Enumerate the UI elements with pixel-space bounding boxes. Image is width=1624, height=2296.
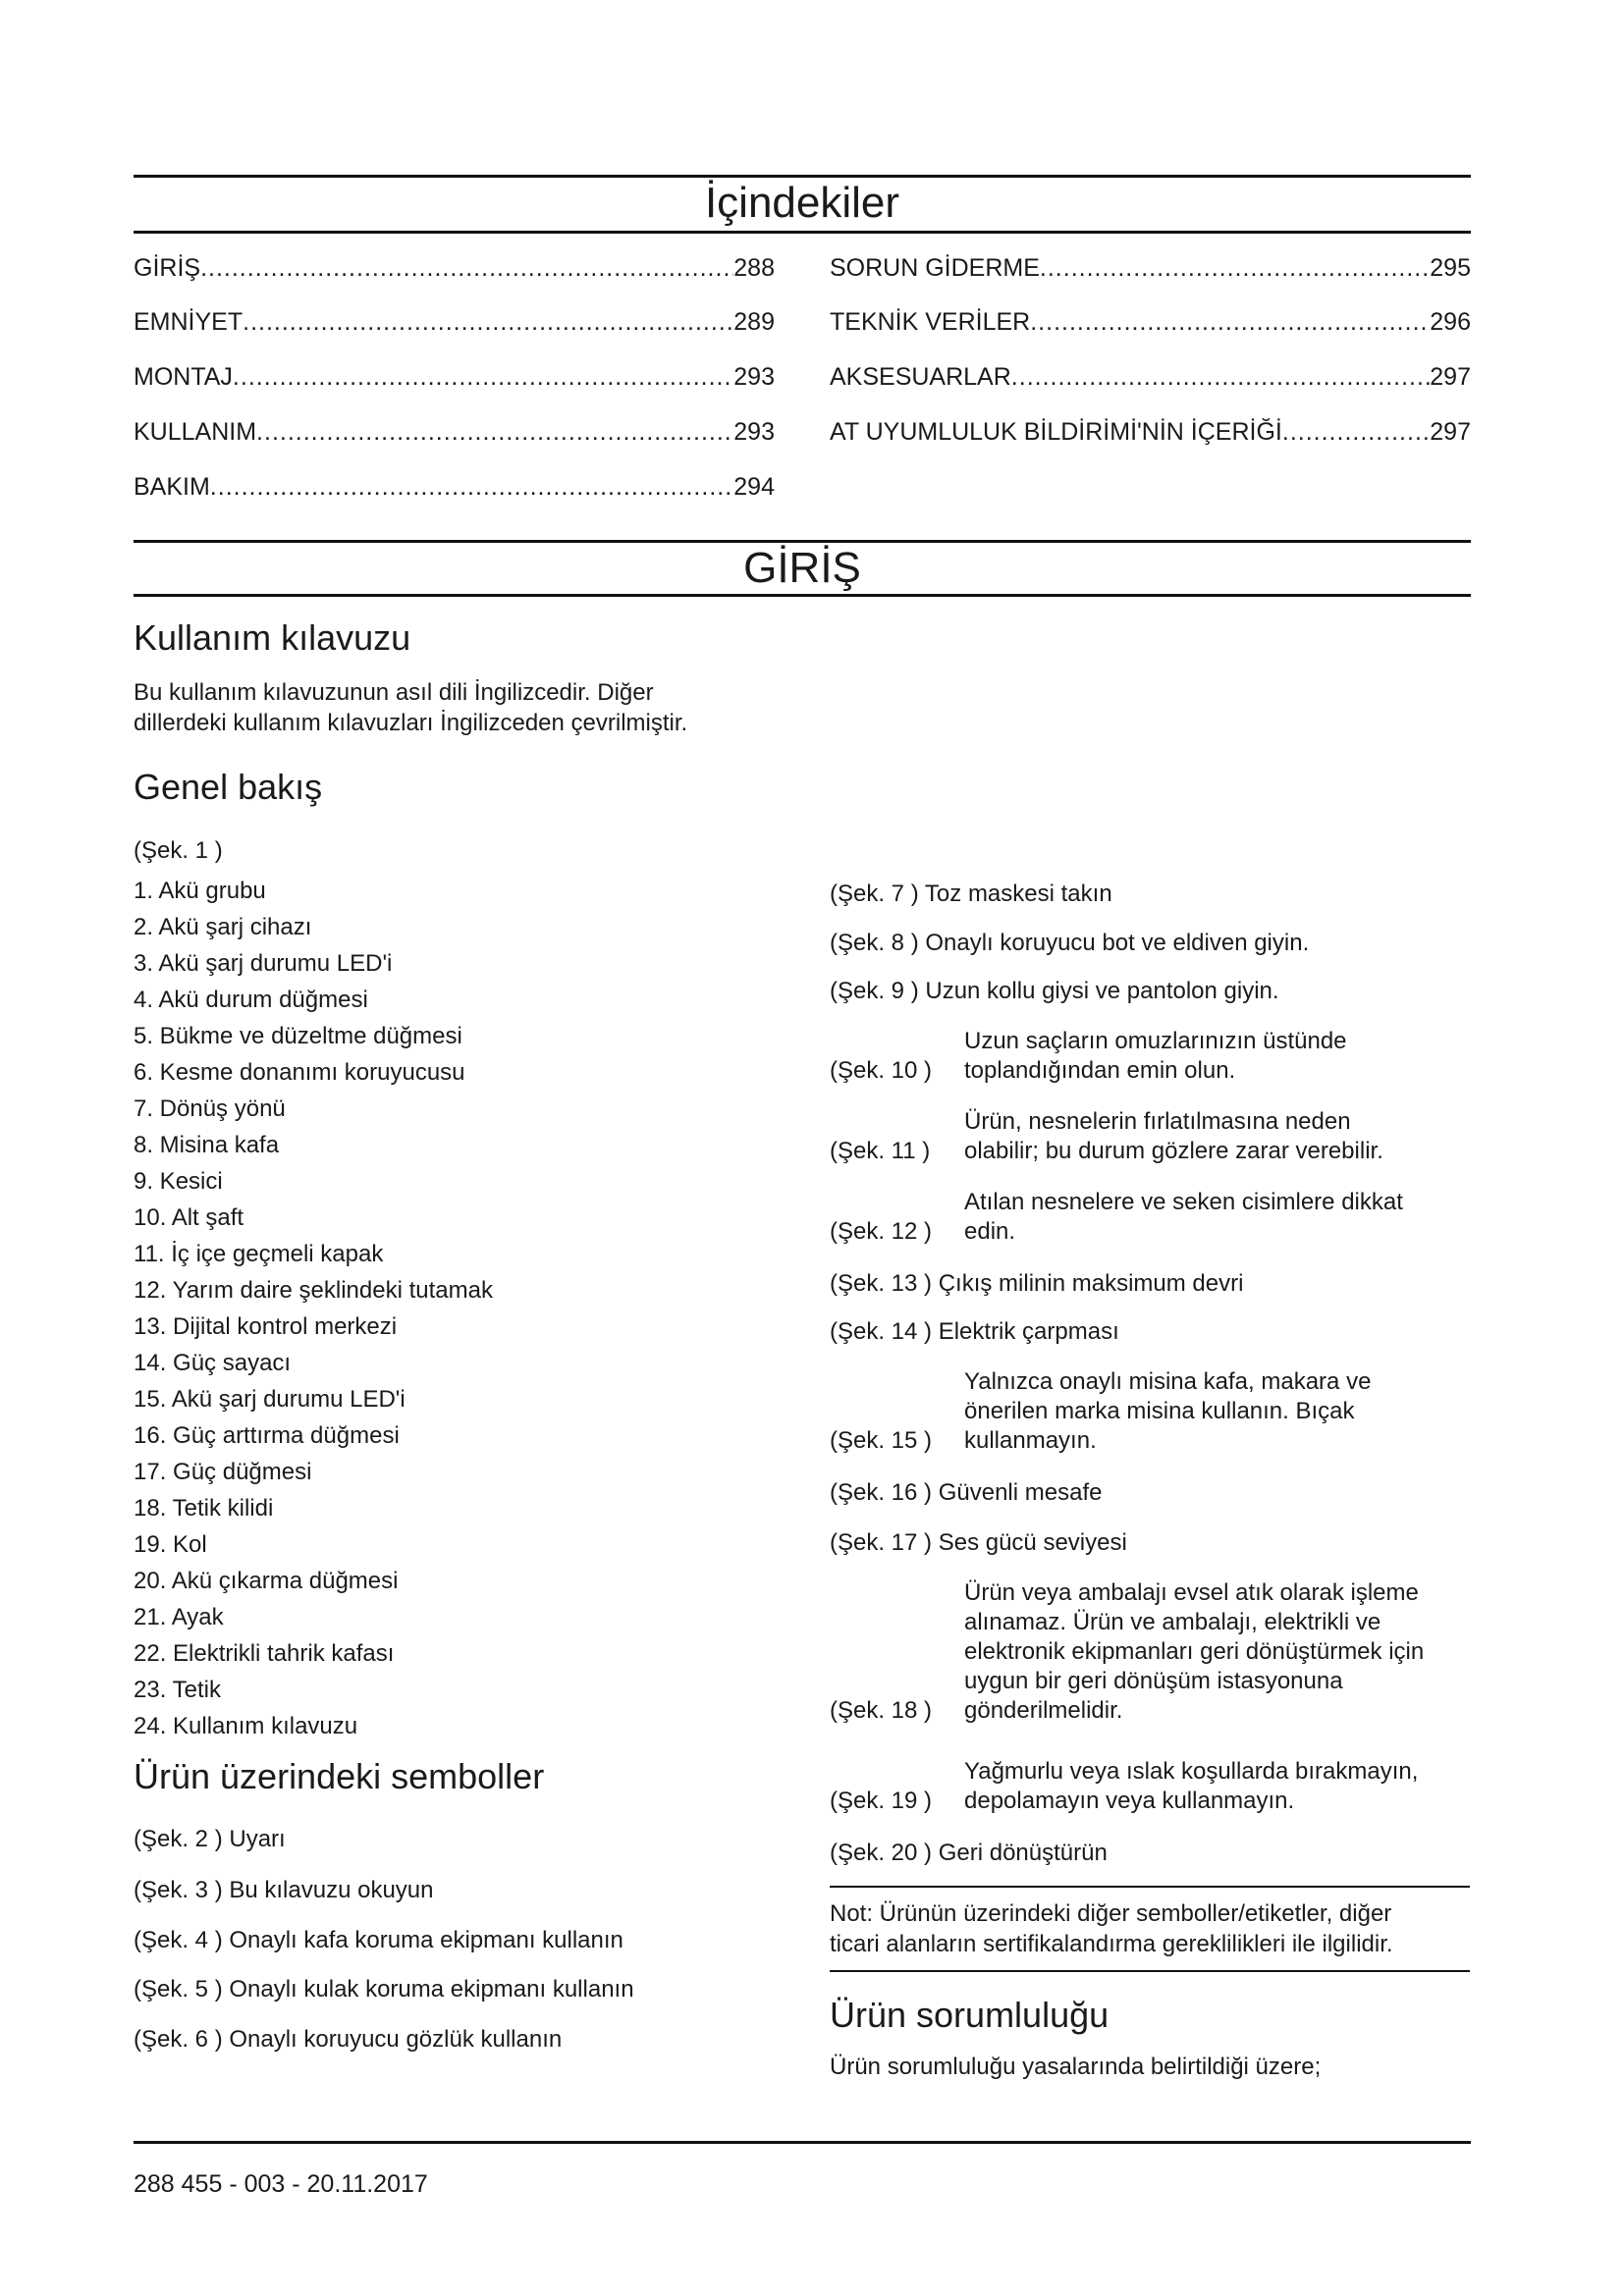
overview-item: 2. Akü şarj cihazı bbox=[134, 914, 312, 940]
section-title: GİRİŞ bbox=[743, 544, 861, 592]
symbol-entry: (Şek. 16 ) Güvenli mesafe bbox=[830, 1479, 1103, 1506]
symbol-ref: (Şek. 18 ) bbox=[830, 1697, 933, 1724]
note-line-2: ticari alanların sertifikalandırma gereklilikleri ile ilgilidir. bbox=[830, 1931, 1393, 1957]
overview-item: 7. Dönüş yönü bbox=[134, 1095, 286, 1122]
footer-rule bbox=[134, 2141, 1471, 2144]
symbol-ref: (Şek. 10 ) bbox=[830, 1057, 933, 1084]
overview-item: 1. Akü grubu bbox=[134, 878, 266, 904]
symbol-ref: (Şek. 12 ) bbox=[830, 1218, 933, 1245]
symbol-ref: (Şek. 15 ) bbox=[830, 1427, 933, 1454]
note-label: Not: bbox=[830, 1900, 874, 1927]
overview-heading: Genel bakış bbox=[134, 767, 323, 807]
overview-item: 14. Güç sayacı bbox=[134, 1350, 292, 1376]
toc-entry-page: 293 bbox=[733, 418, 775, 446]
toc-entry-page: 297 bbox=[1430, 363, 1471, 391]
toc-title: İçindekiler bbox=[704, 179, 900, 227]
overview-item: 9. Kesici bbox=[134, 1168, 223, 1195]
symbol-entry: (Şek. 9 ) Uzun kollu giysi ve pantolon giyin. bbox=[830, 978, 1279, 1004]
toc-entry-teknik-veriler[interactable] bbox=[830, 307, 1471, 337]
symbols-heading: Ürün üzerindeki semboller bbox=[134, 1756, 545, 1796]
symbol-entry-s10: (Şek. 10 ) Uzun saçların omuzlarınızın üstünde toplandığından emin olun. bbox=[830, 1028, 1347, 1084]
overview-item: 11. İç içe geçmeli kapak bbox=[134, 1241, 384, 1267]
toc-entry-page: 295 bbox=[1430, 254, 1471, 282]
symbol-entry-s11: (Şek. 11 ) Ürün, nesnelerin fırlatılmasına neden olabilir; bu durum gözlere zarar verebilir. bbox=[830, 1108, 1383, 1164]
manual-text-line-2: dillerdeki kullanım kılavuzları İngilizceden çevrilmiştir. bbox=[134, 710, 688, 736]
symbol-entry: (Şek. 8 ) Onaylı koruyucu bot ve eldiven giyin. bbox=[830, 930, 1310, 956]
toc-entry-label: KULLANIM bbox=[134, 418, 257, 446]
overview-item: 3. Akü şarj durumu LED'i bbox=[134, 950, 393, 977]
symbol-entry: (Şek. 4 ) Onaylı kafa koruma ekipmanı kullanın bbox=[134, 1927, 623, 1953]
toc-entry-at-uyumluluk[interactable] bbox=[830, 417, 1471, 447]
symbol-entry-s18: (Şek. 18 ) Ürün veya ambalajı evsel atık olarak işleme alınamaz. Ürün ve ambalajı, elektrikli ve elektronik ekipmanları geri dönüştürmek için uygun bir geri dönüşüm istasyonuna gönderilmelidir. bbox=[830, 1579, 1425, 1724]
symbol-entry-s15: (Şek. 15 ) Yalnızca onaylı misina kafa, makara ve önerilen marka misina kullanın. Bıçak kullanmayın. bbox=[830, 1368, 1372, 1454]
liability-text: Ürün sorumluluğu yasalarında belirtildiği üzere; bbox=[830, 2054, 1322, 2080]
toc-entry-label: SORUN GİDERME bbox=[830, 254, 1040, 282]
toc-entry-page: 288 bbox=[733, 254, 775, 282]
symbol-entry: (Şek. 5 ) Onaylı kulak koruma ekipmanı kullanın bbox=[134, 1976, 634, 2002]
toc-entry-bakim[interactable] bbox=[134, 472, 775, 502]
toc-entry-label: MONTAJ bbox=[134, 363, 233, 391]
toc-bottom-rule bbox=[134, 231, 1471, 234]
toc-entry-label: BAKIM bbox=[134, 473, 210, 501]
toc-entry-label: EMNİYET bbox=[134, 308, 244, 336]
symbol-entry-s12: (Şek. 12 ) Atılan nesnelere ve seken cisimlere dikkat edin. bbox=[830, 1189, 1403, 1245]
overview-item: 5. Bükme ve düzeltme düğmesi bbox=[134, 1023, 462, 1049]
overview-item: 20. Akü çıkarma düğmesi bbox=[134, 1568, 399, 1594]
symbol-ref: (Şek. 11 ) bbox=[830, 1138, 931, 1164]
symbol-entry: (Şek. 6 ) Onaylı koruyucu gözlük kullanın bbox=[134, 2026, 563, 2053]
toc-entry-montaj[interactable] bbox=[134, 362, 775, 392]
toc-entry-page: 296 bbox=[1430, 308, 1471, 336]
toc-entry-giris[interactable] bbox=[134, 253, 775, 283]
overview-item: 13. Dijital kontrol merkezi bbox=[134, 1313, 398, 1340]
note-bottom-rule bbox=[830, 1970, 1470, 1972]
overview-figure-ref: (Şek. 1 ) bbox=[134, 837, 223, 864]
symbol-entry: (Şek. 2 ) Uyarı bbox=[134, 1826, 286, 1852]
overview-item: 23. Tetik bbox=[134, 1677, 221, 1703]
toc-entry-aksesuarlar[interactable] bbox=[830, 362, 1471, 392]
toc-entry-label: GİRİŞ bbox=[134, 254, 201, 282]
toc-entry-page: 297 bbox=[1430, 418, 1471, 446]
overview-item: 6. Kesme donanımı koruyucusu bbox=[134, 1059, 465, 1086]
overview-item: 15. Akü şarj durumu LED'i bbox=[134, 1386, 406, 1413]
overview-item: 8. Misina kafa bbox=[134, 1132, 280, 1158]
toc-entry-page: 289 bbox=[733, 308, 775, 336]
toc-entry-kullanim[interactable] bbox=[134, 417, 775, 447]
symbol-entry-s19: (Şek. 19 ) Yağmurlu veya ıslak koşullarda bırakmayın, depolamayın veya kullanmayın. bbox=[830, 1758, 1419, 1814]
toc-entry-sorun-giderme[interactable] bbox=[830, 253, 1471, 283]
overview-item: 4. Akü durum düğmesi bbox=[134, 987, 368, 1013]
symbol-entry: (Şek. 14 ) Elektrik çarpması bbox=[830, 1318, 1119, 1345]
liability-heading: Ürün sorumluluğu bbox=[830, 1995, 1110, 2035]
overview-item: 17. Güç düğmesi bbox=[134, 1459, 312, 1485]
symbol-entry: (Şek. 17 ) Ses gücü seviyesi bbox=[830, 1529, 1127, 1556]
overview-item: 10. Alt şaft bbox=[134, 1204, 244, 1231]
overview-item: 21. Ayak bbox=[134, 1604, 224, 1630]
overview-item: 16. Güç arttırma düğmesi bbox=[134, 1422, 400, 1449]
toc-entry-page: 294 bbox=[733, 473, 775, 501]
toc-entry-label: AT UYUMLULUK BİLDİRİMİ'NİN İÇERİĞİ bbox=[830, 418, 1282, 446]
manual-text-line-1: Bu kullanım kılavuzunun asıl dili İngilizcedir. Diğer bbox=[134, 679, 654, 706]
toc-entry-page: 293 bbox=[733, 363, 775, 391]
manual-heading: Kullanım kılavuzu bbox=[134, 617, 411, 658]
symbol-entry: (Şek. 7 ) Toz maskesi takın bbox=[830, 881, 1112, 907]
symbol-entry: (Şek. 3 ) Bu kılavuzu okuyun bbox=[134, 1877, 434, 1903]
overview-item: 18. Tetik kilidi bbox=[134, 1495, 274, 1522]
overview-item: 19. Kol bbox=[134, 1531, 207, 1558]
overview-item: 22. Elektrikli tahrik kafası bbox=[134, 1640, 395, 1667]
symbol-ref: (Şek. 19 ) bbox=[830, 1788, 933, 1814]
note-top-rule bbox=[830, 1886, 1470, 1888]
toc-entry-label: AKSESUARLAR bbox=[830, 363, 1011, 391]
toc-entry-emniyet[interactable] bbox=[134, 307, 775, 337]
note-line-1: Not: Ürünün üzerindeki diğer semboller/etiketler, diğer bbox=[830, 1900, 1392, 1927]
toc-entry-label: TEKNİK VERİLER bbox=[830, 308, 1031, 336]
section-bottom-rule bbox=[134, 594, 1471, 597]
overview-item: 12. Yarım daire şeklindeki tutamak bbox=[134, 1277, 493, 1304]
footer-doc-id: 288 455 - 003 - 20.11.2017 bbox=[134, 2170, 428, 2198]
overview-item: 24. Kullanım kılavuzu bbox=[134, 1713, 358, 1739]
symbol-entry: (Şek. 13 ) Çıkış milinin maksimum devri bbox=[830, 1270, 1244, 1297]
symbol-entry: (Şek. 20 ) Geri dönüştürün bbox=[830, 1840, 1108, 1866]
